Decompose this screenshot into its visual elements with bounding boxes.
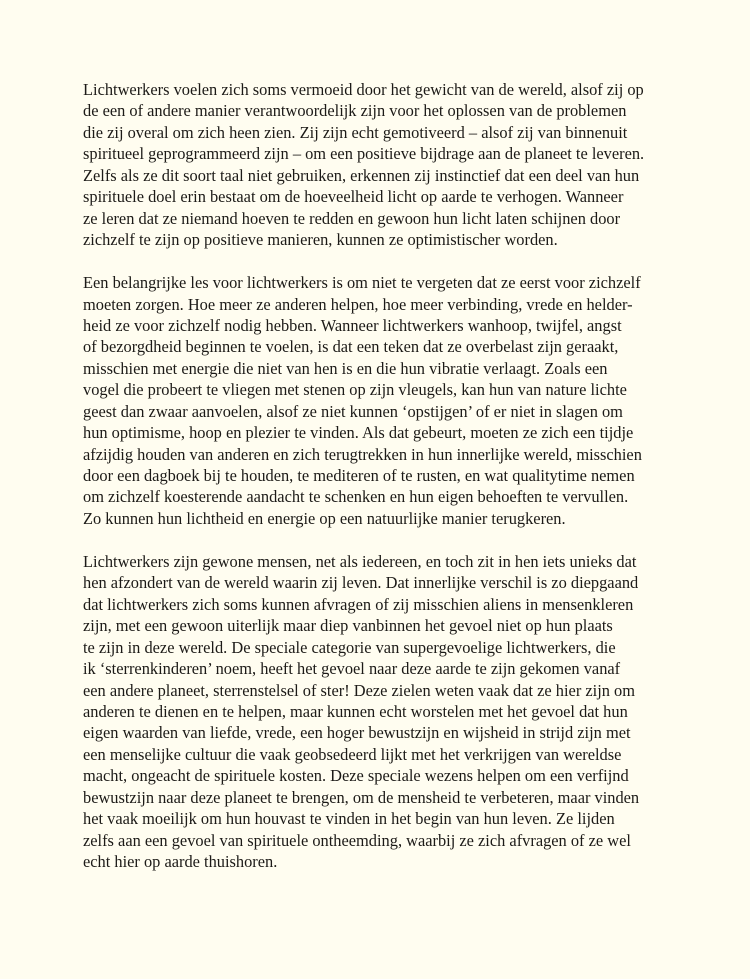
text-line: macht, ongeacht de spirituele kosten. Deze speciale wezens helpen om een verfijnd	[83, 766, 629, 786]
text-line: vogel die probeert te vliegen met stenen op zijn vleugels, kan hun van nature lichte	[83, 380, 627, 400]
text-line: dat lichtwerkers zich soms kunnen afvragen of zij misschien aliens in mensenkleren	[83, 594, 634, 614]
text-line: het vaak moeilijk om hun houvast te vinden in het begin van hun leven. Ze lijden	[83, 809, 615, 829]
text-line: spirituele doel erin bestaat om de hoeveelheid licht op aarde te verhogen. Wanneer	[83, 187, 624, 207]
text-line: zichzelf te zijn op positieve manieren, kunnen ze optimistischer worden.	[83, 230, 558, 250]
text-line: Lichtwerkers zijn gewone mensen, net als iedereen, en toch zit in hen iets unieks dat	[83, 551, 637, 571]
text-line: eigen waarden van liefde, vrede, een hoger bewustzijn en wijsheid in strijd zijn met	[83, 723, 631, 743]
paragraph-3	[83, 551, 683, 873]
text-line: heid ze voor zichzelf nodig hebben. Wanneer lichtwerkers wanhoop, twijfel, angst	[83, 315, 622, 335]
paragraph-1	[83, 79, 683, 251]
text-line: zijn, met een gewoon uiterlijk maar diep vanbinnen het gevoel niet op hun plaats	[83, 616, 613, 636]
text-line: Zo kunnen hun lichtheid en energie op een natuurlijke manier terugkeren.	[83, 508, 566, 528]
text-line: een andere planeet, sterrenstelsel of ster! Deze zielen weten vaak dat ze hier zijn om	[83, 680, 635, 700]
text-line: de een of andere manier verantwoordelijk zijn voor het oplossen van de problemen	[83, 101, 627, 121]
text-line: die zij overal om zich heen zien. Zij zijn echt gemotiveerd – alsof zij van binnenuit	[83, 122, 628, 142]
text-line: of bezorgdheid beginnen te voelen, is dat een teken dat ze overbelast zijn geraakt,	[83, 337, 619, 357]
text-line: spiritueel geprogrammeerd zijn – om een positieve bijdrage aan de planeet te leveren.	[83, 144, 645, 164]
text-line: te zijn in deze wereld. De speciale categorie van supergevoelige lichtwerkers, die	[83, 637, 616, 657]
text-line: misschien met energie die niet van hen is en die hun vibratie verlaagt. Zoals een	[83, 358, 608, 378]
text-line: Zelfs als ze dit soort taal niet gebruiken, erkennen zij instinctief dat een deel van hun	[83, 165, 640, 185]
text-line: Een belangrijke les voor lichtwerkers is om niet te vergeten dat ze eerst voor zichzelf	[83, 273, 641, 293]
text-line: afzijdig houden van anderen en zich terugtrekken in hun innerlijke wereld, misschien	[83, 444, 642, 464]
text-line: geest dan zwaar aanvoelen, alsof ze niet kunnen ‘opstijgen’ of er niet in slagen om	[83, 401, 623, 421]
paragraph-2	[83, 272, 683, 529]
text-line: door een dagboek bij te houden, te mediteren of te rusten, en wat qualitytime nemen	[83, 466, 635, 486]
text-line: om zichzelf koesterende aandacht te schenken en hun eigen behoeften te vervullen.	[83, 487, 629, 507]
text-line: ze leren dat ze niemand hoeven te redden en gewoon hun licht laten schijnen door	[83, 208, 621, 228]
text-line: hen afzondert van de wereld waarin zij leven. Dat innerlijke verschil is zo diepgaand	[83, 573, 639, 593]
document-page	[83, 79, 683, 894]
text-line: Lichtwerkers voelen zich soms vermoeid door het gewicht van de wereld, alsof zij op	[83, 80, 644, 99]
text-line: een menselijke cultuur die vaak geobsedeerd lijkt met het verkrijgen van wereldse	[83, 744, 622, 764]
text-line: echt hier op aarde thuishoren.	[83, 852, 278, 872]
text-line: anderen te dienen en te helpen, maar kunnen echt worstelen met het gevoel dat hun	[83, 702, 628, 721]
text-line: zelfs aan een gevoel van spirituele ontheemding, waarbij ze zich afvragen of ze wel	[83, 830, 631, 850]
text-line: ik ‘sterrenkinderen’ noem, heeft het gevoel naar deze aarde te zijn gekomen vanaf	[83, 659, 621, 679]
text-line: hun optimisme, hoop en plezier te vinden. Als dat gebeurt, moeten ze zich een tijdje	[83, 423, 634, 443]
text-line: moeten zorgen. Hoe meer ze anderen helpen, hoe meer verbinding, vrede en helder-	[83, 294, 633, 314]
text-line: bewustzijn naar deze planeet te brengen, om de mensheid te verbeteren, maar vinden	[83, 787, 640, 807]
